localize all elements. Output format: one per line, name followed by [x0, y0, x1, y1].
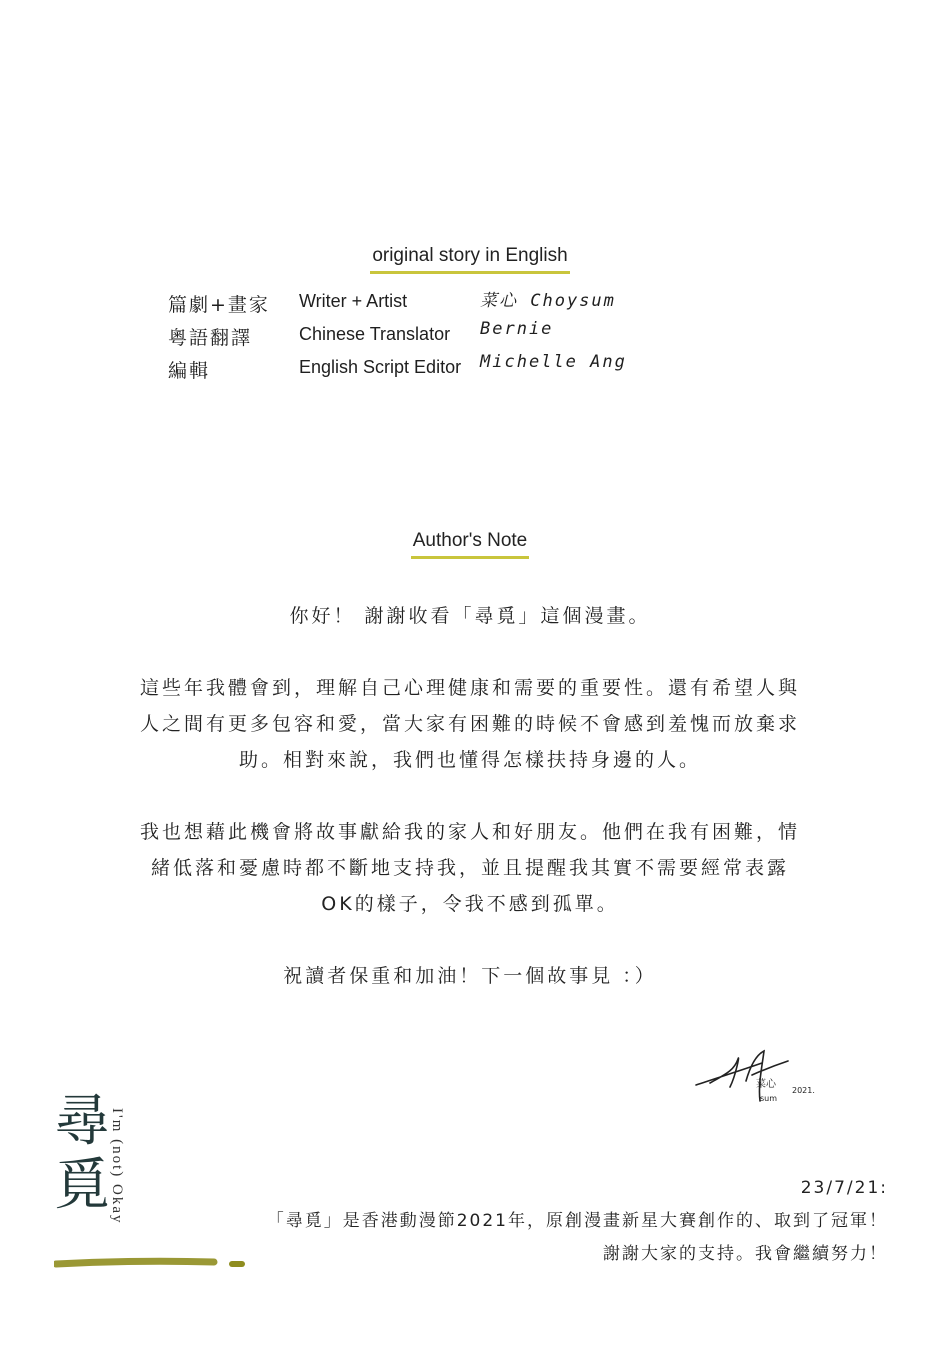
footer-line-1: 「尋覓」是香港動漫節2021年，原創漫畫新星大賽創作的、取到了冠軍！ — [266, 1211, 888, 1231]
signature-name: 菜心 — [756, 1079, 776, 1090]
credit-role-en: Writer + Artist — [299, 291, 408, 311]
logo-title-zh — [54, 1090, 114, 1218]
logo-brush-bar — [54, 1254, 254, 1274]
logo-title-en: I'm (not) Okay — [109, 1108, 125, 1225]
logo-char-2: 覓 — [54, 1153, 110, 1218]
authors-note-body — [140, 598, 800, 1030]
note-paragraph: 你好！ 謝謝收看「尋覓」這個漫畫。 — [289, 605, 651, 627]
credit-name: Bernie — [480, 319, 554, 339]
credits-heading — [0, 243, 940, 274]
logo-char-1: 尋 — [54, 1089, 110, 1154]
credit-role-en: Chinese Translator — [299, 324, 451, 344]
note-paragraph: 祝讀者保重和加油！下一個故事見 ：） — [283, 965, 657, 987]
authors-note-heading — [0, 528, 940, 559]
credits-heading-text: original story in English — [370, 243, 569, 274]
footer-line-2: 謝謝大家的支持。我會繼續努力！ — [603, 1244, 888, 1264]
credit-role-zh: 編輯 — [168, 360, 211, 382]
footer-date: 23/7/21: — [800, 1178, 888, 1198]
signature-year: 2021. — [792, 1086, 815, 1095]
signature-sub: sum — [760, 1094, 778, 1103]
credit-role-zh: 篇劇+畫家 — [168, 294, 270, 316]
credit-name: 菜心 Choysum — [480, 291, 616, 311]
credit-name: Michelle Ang — [480, 352, 627, 372]
footer-note — [267, 1172, 888, 1271]
author-signature — [690, 1045, 830, 1107]
credit-role-zh: 粵語翻譯 — [168, 327, 253, 349]
credit-role-en: English Script Editor — [299, 357, 462, 377]
note-paragraph: 我也想藉此機會將故事獻給我的家人和好朋友。他們在我有困難，情緒低落和憂慮時都不斷地支持我，並且提醒我其實不需要經常表露OK的樣子，令我不感到孤單。 — [140, 821, 801, 915]
note-paragraph: 這些年我體會到，理解自己心理健康和需要的重要性。還有希望人與人之間有更多包容和愛，當大家有困難的時候不會感到羞愧而放棄求助。相對來說，我們也懂得怎樣扶持身邊的人。 — [140, 677, 801, 771]
authors-note-heading-text: Author's Note — [411, 528, 530, 559]
